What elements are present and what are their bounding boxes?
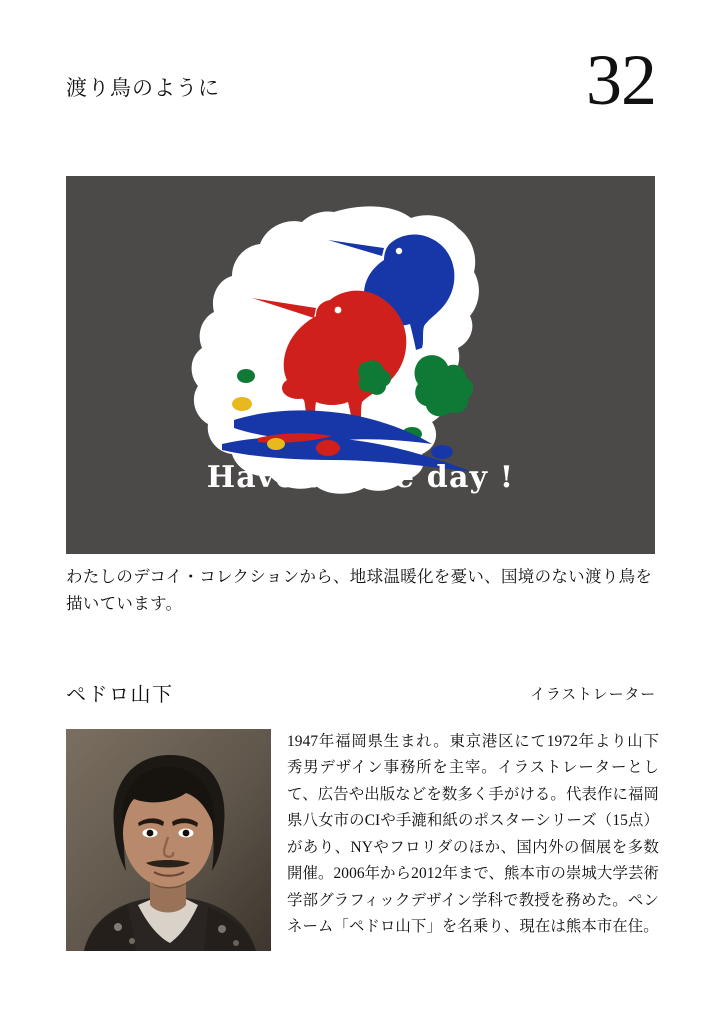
page-title: 渡り鳥のように: [66, 76, 220, 100]
portrait-image: [66, 729, 271, 951]
page-number: 32: [586, 40, 656, 120]
artwork-panel: [66, 176, 655, 554]
image-caption: わたしのデコイ・コレクションから、地球温暖化を憂い、国境のない渡り鳥を描いています。: [66, 567, 653, 613]
decoy-birds-illustration: [66, 176, 655, 554]
page-header: [66, 40, 656, 142]
portrait-photo: [66, 729, 271, 951]
profile-role: イラストレーター: [530, 687, 656, 703]
profile-bio: 1947年福岡県生まれ。東京港区にて1972年より山下秀男デザイン事務所を主宰。イラストレーターとして、広告や出版などを数多く手がける。代表作に福岡県八女市のCIや手漉和紙のポスターシリーズ（15点）があり、NYやフロリダのほか、国内外の個展を多数開催。2006年から2012年まで、熊本市の崇城大学芸術学部グラフィックデザイン学科で教授を務めた。ペンネーム「ペドロ山下」を名乗り、現在は熊本市在住。: [287, 733, 659, 936]
profile-name: ペドロ山下: [66, 684, 174, 706]
artwork-caption: Have a nice day !: [206, 460, 515, 495]
